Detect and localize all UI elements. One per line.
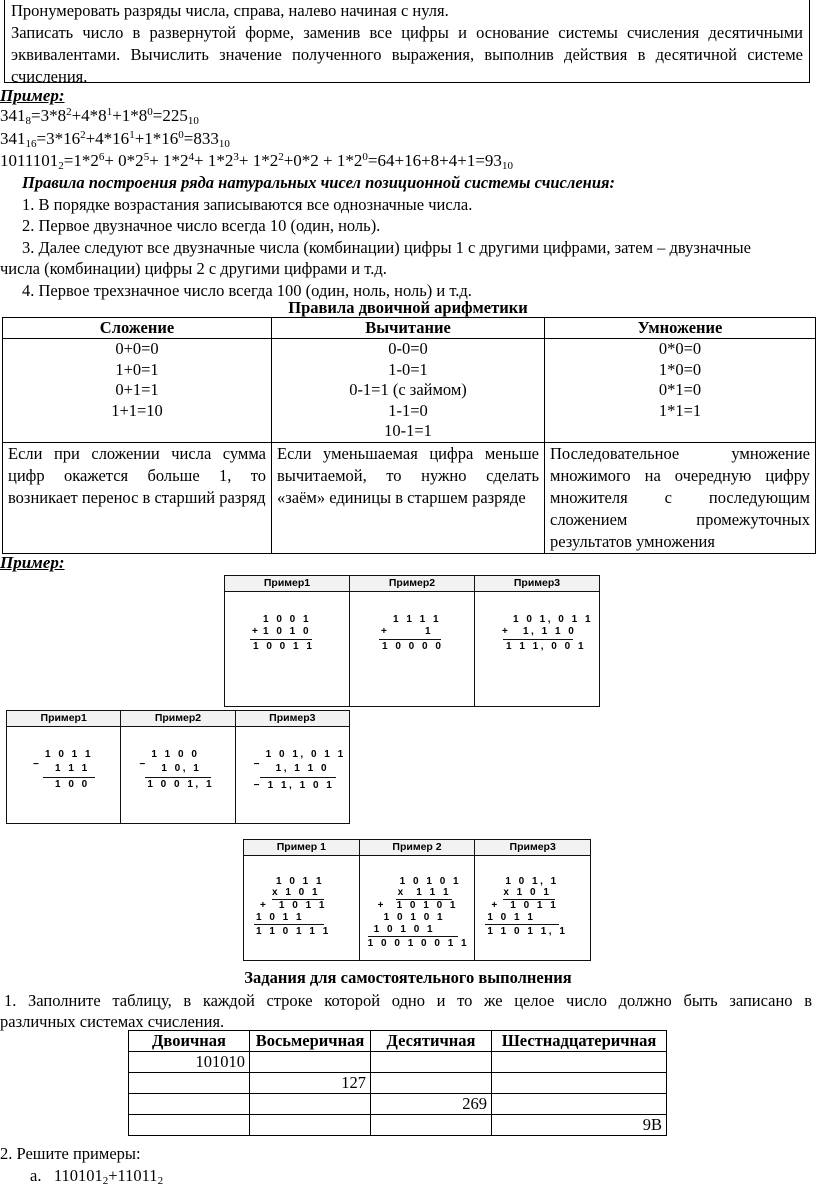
cell-hex[interactable] [492, 1094, 667, 1115]
addition-examples [224, 575, 600, 707]
mul-ex-1: 1 0 1 1 х 1 0 1 + 1 0 1 1 1 0 1 1 1 1 0 1 1 1 [244, 856, 360, 960]
col-octal: Восьмеричная [250, 1031, 371, 1052]
cell-decimal[interactable]: 269 [371, 1094, 492, 1115]
intro-line-1: Пронумеровать разряды числа, справа, налево начиная с нуля. [11, 1, 449, 20]
add-ex-header-2: Пример2 [350, 576, 475, 591]
rules-title: Правила построения ряда натуральных чисел позиционной системы счисления: [22, 173, 615, 192]
cell-binary[interactable] [129, 1073, 250, 1094]
addition-note: Если при сложении числа сумма цифр окажется больше 1, то возникает перенос в старший разряд [3, 442, 272, 553]
mul-ex-header-2: Пример 2 [360, 840, 476, 855]
col-hex: Шестнадцатеричная [492, 1031, 667, 1052]
task-1-text-cont: различных системах счисления. [0, 1012, 225, 1031]
add-ex-header-1: Пример1 [225, 576, 350, 591]
rule-2: 2. Первое двузначное число всегда 10 (один, ноль). [22, 216, 381, 235]
formula-1: $341_8=3*8^2+4*8^1+1*8^0=225_{10}$ [0, 106, 199, 127]
tasks-title: Задания для самостоятельного выполнения [244, 968, 572, 987]
table-row [129, 1115, 667, 1136]
rule-1: 1. В порядке возрастания записываются все однозначные числа. [22, 195, 473, 214]
cell-binary[interactable]: 101010 [129, 1052, 250, 1073]
col-decimal: Десятичная [371, 1031, 492, 1052]
multiplication-examples [243, 839, 591, 961]
subtraction-note: Если уменьшаемая цифра меньше вычитаемой, то нужно сделать «заём» единицы в старшем разряде [272, 442, 545, 553]
subtraction-examples [6, 710, 350, 824]
cell-octal[interactable] [250, 1094, 371, 1115]
rule-3-cont: числа (комбинации) цифры 2 с другими цифрами и т.д. [0, 259, 387, 278]
binary-table-title: Правила двоичной арифметики [288, 298, 528, 317]
cell-hex[interactable] [492, 1052, 667, 1073]
cell-octal[interactable] [250, 1052, 371, 1073]
sub-ex-2: 1 1 0 0 − 1 0, 1 1 0 0 1, 1 [121, 727, 235, 823]
addition-rules: 0+0=0 1+0=1 0+1=1 1+1=10 [3, 339, 272, 443]
rule-3: 3. Далее следуют все двузначные числа (комбинации) цифры 1 с другими цифрами, затем – двузначные [22, 238, 751, 257]
add-ex-2: 1 1 1 1 + 1 1 0 0 0 0 [350, 592, 475, 706]
add-ex-header-3: Пример3 [513, 577, 561, 589]
table-row [129, 1052, 667, 1073]
example-label-2: Пример: [0, 553, 65, 572]
intro-box [4, 0, 810, 86]
sub-ex-header-2: Пример2 [121, 711, 235, 726]
cell-decimal[interactable] [371, 1115, 492, 1136]
rule-4: 4. Первое трехзначное число всегда 100 (один, ноль, ноль) и т.д. [22, 281, 472, 300]
cell-hex[interactable] [492, 1073, 667, 1094]
task-2-title: 2. Решите примеры: [0, 1144, 141, 1163]
conversion-table [128, 1030, 667, 1136]
add-ex-3: 1 0 1, 0 1 1 + 1, 1 1 0 1 1 1, 0 0 1 [502, 614, 594, 652]
cell-hex[interactable]: 9В [492, 1115, 667, 1136]
header-subtraction: Вычитание [272, 318, 545, 339]
intro-line-2: Записать число в развернутой форме, заменив все цифры и основание системы счисления десятичными эквивалентами. Вычислить значение полученного выражения, выполнив действия в десятичной системе счисления. [11, 23, 803, 86]
sub-ex-1: 1 0 1 1 − 1 1 1 1 0 0 [7, 727, 121, 823]
multiplication-note: Последовательное умножение множимого на очередную цифру множителя с последующим сложением промежуточных результатов умножения [545, 442, 816, 553]
binary-arithmetic-table [2, 317, 816, 554]
cell-binary[interactable] [129, 1094, 250, 1115]
add-ex-1: 1 0 0 1 + 1 0 1 0 1 0 0 1 1 [225, 592, 350, 706]
task-1-text: 1. Заполните таблицу, в каждой строке которой одно и то же целое число должно быть записано в [4, 991, 812, 1010]
table-row [129, 1094, 667, 1115]
mul-ex-header-1: Пример 1 [244, 840, 360, 855]
cell-octal[interactable] [250, 1115, 371, 1136]
mul-ex-2: 1 0 1 0 1 х 1 1 1 + 1 0 1 0 1 1 0 1 0 1 1 0 1 0 1 1 0 0 1 0 0 1 1 [360, 856, 476, 960]
mul-ex-header-3: Пример3 [509, 841, 556, 853]
multiplication-rules: 0*0=0 1*0=0 0*1=0 1*1=1 [545, 339, 816, 443]
sub-ex-3: 1 0 1, 0 1 1 − 1, 1 1 0 − 1 1, 1 0 1 [253, 749, 346, 791]
sub-ex-header-1: Пример1 [7, 711, 121, 726]
example-label: Пример: [0, 86, 65, 105]
task-2-item-a: a. $110101_2+11011_2$ [30, 1166, 164, 1187]
header-addition: Сложение [3, 318, 272, 339]
mul-ex-3: 1 0 1, 1 х 1 0 1 + 1 0 1 1 1 0 1 1 1 1 0 1 1, 1 [487, 876, 568, 937]
header-multiplication: Умножение [545, 318, 816, 339]
col-binary: Двоичная [129, 1031, 250, 1052]
cell-decimal[interactable] [371, 1073, 492, 1094]
subtraction-rules: 0-0=0 1-0=1 0-1=1 (с займом) 1-1=0 10-1=1 [272, 339, 545, 443]
cell-octal[interactable]: 127 [250, 1073, 371, 1094]
formula-2: $341_{16}=3*16^2+4*16^1+1*16^0=833_{10}$ [0, 129, 230, 150]
cell-decimal[interactable] [371, 1052, 492, 1073]
formula-3: $1011101_2=1*2^6+ 0*2^5+ 1*2^4+ 1*2^3+ 1*2^2+0*2 + 1*2^0=64+16+8+4+1=93_{10}$ [0, 151, 513, 172]
cell-binary[interactable] [129, 1115, 250, 1136]
table-row [129, 1073, 667, 1094]
sub-ex-header-3: Пример3 [269, 712, 316, 724]
